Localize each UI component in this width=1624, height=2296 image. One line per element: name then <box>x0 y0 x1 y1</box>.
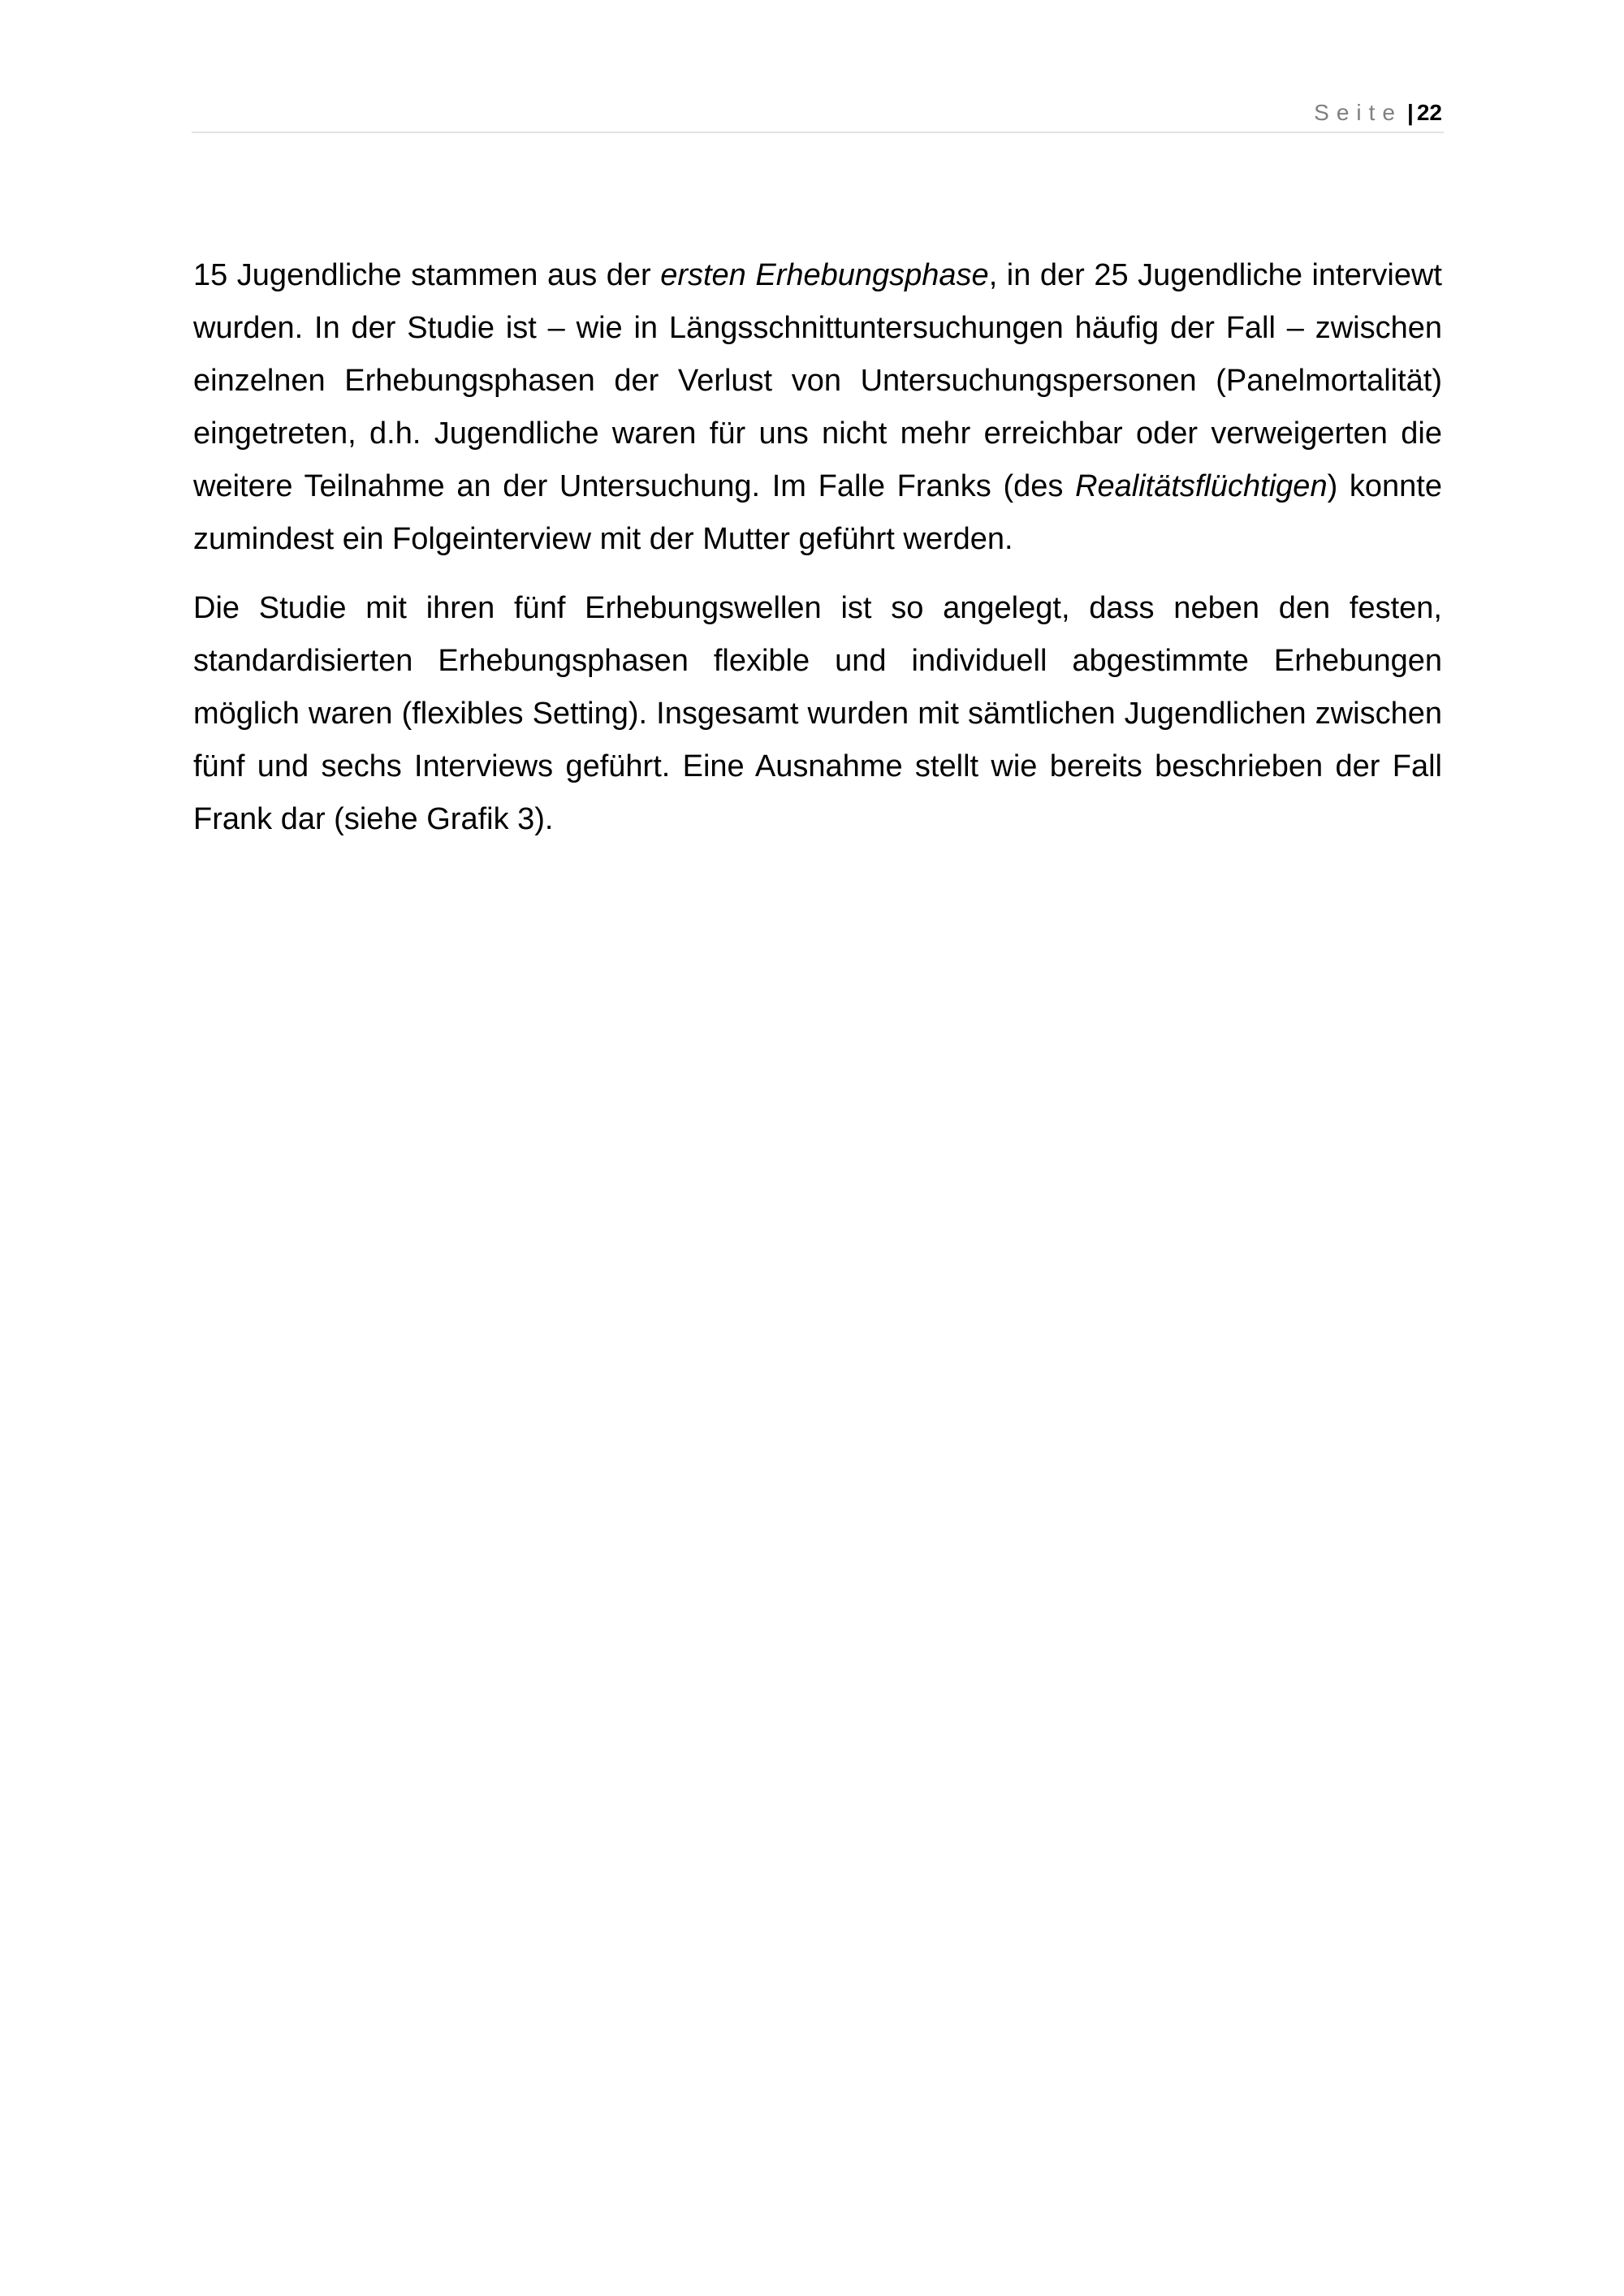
page-header <box>192 96 1444 133</box>
page-label: Seite <box>1314 100 1402 125</box>
paragraph-2: Die Studie mit ihren fünf Erhebungswellen ist so angelegt, dass neben den festen, standardisierten Erhebungsphasen flexible und individuell abgestimmte Erhebungen möglich waren (flexibles Setting). Insgesamt wurden mit sämtlichen Jugendlichen zwischen fünf und sechs Interviews geführt. Eine Ausnahme stellt wie bereits beschrieben der Fall Frank dar (siehe Grafik 3). <box>193 591 1442 836</box>
term-ersten-erhebungsphase: ersten Erhebungsphase <box>660 258 989 292</box>
paragraph-1-text-continued: , in der 25 Jugendliche interviewt wurden. In der Studie ist – wie in Längsschnittuntersuchungen häufig der Fall – zwischen einzelnen Erhebungsphasen der Verlust von Untersuchungspersonen (Panelmortalität) eingetreten, d.h. Jugendliche waren für uns nicht mehr erreichbar oder verweigerten die weitere Teilnahme an der Untersuchung. Im Falle Franks (des <box>193 258 1442 503</box>
paragraph-1-text-end: ) konnte zumindest ein Folgeinterview mit der Mutter geführt werden. <box>193 469 1442 556</box>
page-number: 22 <box>1416 100 1442 125</box>
document-body <box>193 249 1442 862</box>
page-number-group <box>1314 99 1442 127</box>
paragraph-1-text: 15 Jugendliche stammen aus der <box>193 258 661 292</box>
paragraph-1 <box>193 249 1442 566</box>
term-realitaetsfluechtigen: Realitätsflüchtigen <box>1075 469 1328 503</box>
page-separator: | <box>1407 100 1414 125</box>
